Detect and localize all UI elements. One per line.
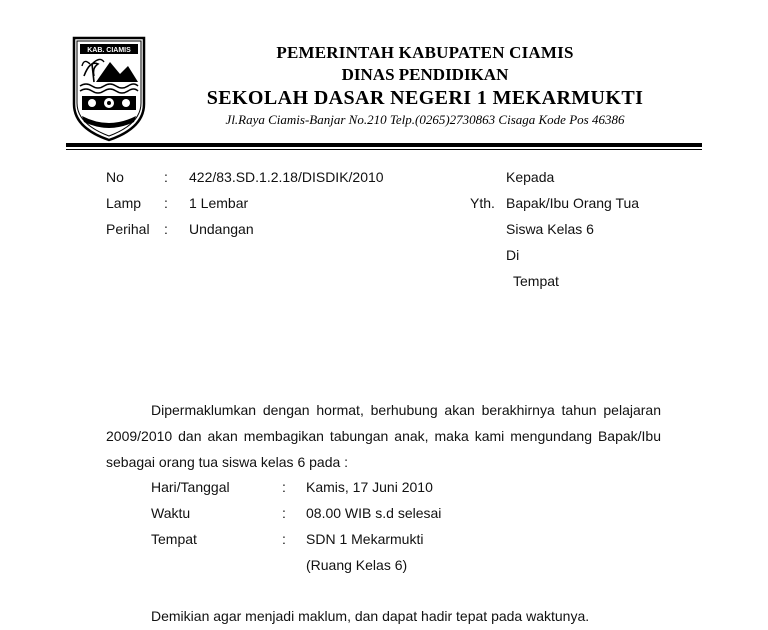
meta-colon: :: [164, 195, 168, 211]
detail-colon: :: [282, 479, 286, 495]
detail-label: Hari/Tanggal: [151, 479, 230, 495]
meta-colon: :: [164, 169, 168, 185]
letterhead-divider-thin: [66, 149, 702, 150]
detail-label: Tempat: [151, 531, 197, 547]
addressee-yth: Yth.: [470, 195, 495, 211]
detail-colon: :: [282, 531, 286, 547]
school-address: Jl.Raya Ciamis-Banjar No.210 Telp.(0265)2730863 Cisaga Kode Pos 46386: [225, 112, 625, 127]
event-room: (Ruang Kelas 6): [306, 557, 408, 573]
letter-subject: Undangan: [189, 221, 254, 237]
meta-colon: :: [164, 221, 168, 237]
addressee-line: Bapak/Ibu Orang Tua: [506, 195, 640, 211]
department-name: DINAS PENDIDIKAN: [341, 65, 509, 84]
letter-number: 422/83.SD.1.2.18/DISDIK/2010: [189, 169, 384, 185]
addressee-line: Tempat: [513, 273, 559, 289]
body-paragraph: [106, 397, 661, 475]
detail-label: Waktu: [151, 505, 191, 521]
addressee-line: Siswa Kelas 6: [506, 221, 594, 237]
meta-label: No: [106, 169, 124, 185]
event-place: SDN 1 Mekarmukti: [306, 531, 424, 547]
kab-ciamis-emblem-icon: [70, 30, 148, 142]
emblem-label: KAB. CIAMIS: [87, 47, 131, 54]
school-name: SEKOLAH DASAR NEGERI 1 MEKARMUKTI: [206, 87, 644, 109]
event-time: 08.00 WIB s.d selesai: [306, 505, 442, 521]
addressee-line: Di: [506, 247, 520, 263]
letterhead-divider: [66, 143, 702, 147]
letterhead: [170, 42, 680, 129]
attachment-count: 1 Lembar: [189, 195, 249, 211]
body-paragraph-text: Dipermaklumkan dengan hormat, berhubung akan berakhirnya tahun pelajaran 2009/2010 dan akan membagikan tabungan anak, maka kami mengundang Bapak/Ibu sebagai orang tua siswa kelas 6 pada :: [106, 402, 661, 470]
meta-label: Lamp: [106, 195, 142, 211]
government-name: PEMERINTAH KABUPATEN CIAMIS: [276, 43, 574, 62]
event-date: Kamis, 17 Juni 2010: [306, 479, 433, 495]
addressee-kepada: Kepada: [506, 169, 555, 185]
detail-colon: :: [282, 505, 286, 521]
closing-sentence: Demikian agar menjadi maklum, dan dapat hadir tepat pada waktunya.: [151, 608, 590, 624]
meta-label: Perihal: [106, 221, 150, 237]
